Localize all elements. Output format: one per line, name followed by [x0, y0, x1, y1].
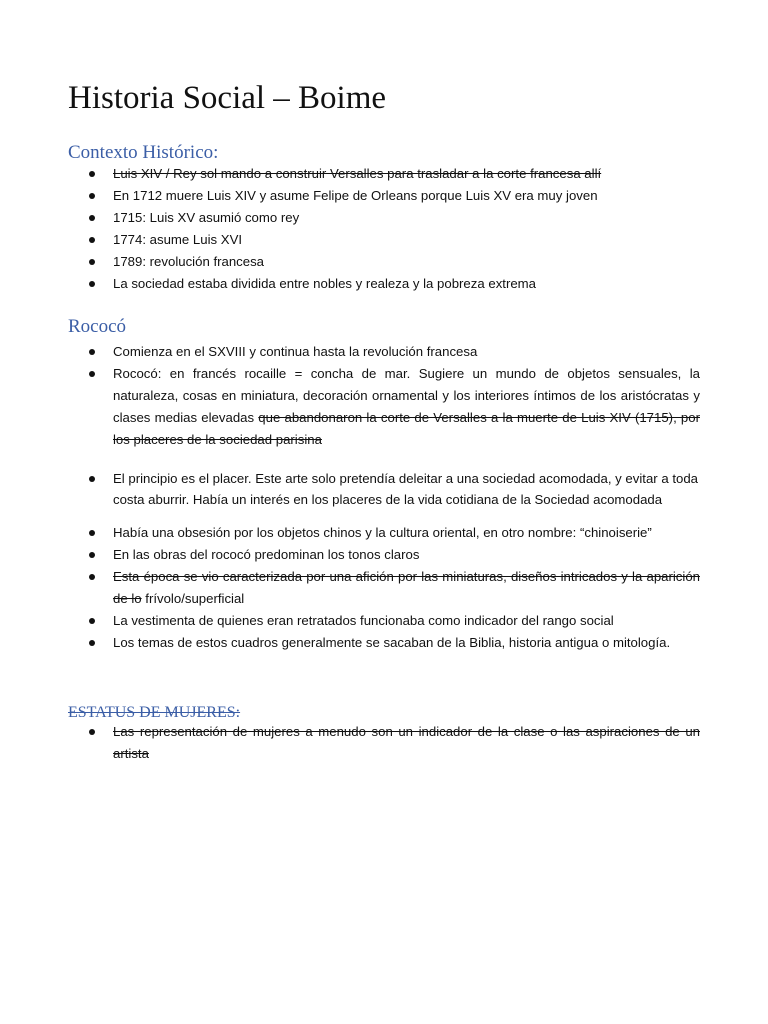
bullet-icon [89, 476, 95, 482]
list-item [0, 632, 768, 654]
bullet-icon [89, 640, 95, 646]
list-item [0, 251, 768, 273]
bullet-icon [89, 349, 95, 355]
bullet-icon [89, 552, 95, 558]
list-item [0, 363, 768, 451]
list-item-text: El principio es el placer. Este arte solo pretendía deleitar a una sociedad acomodada, y evitar a toda costa aburrir. Había un interés en los placeres de la vida cotidiana de la Sociedad acomodada [113, 471, 699, 507]
list-item-text: La vestimenta de quienes eran retratados funcionaba como indicador del rango social [113, 613, 614, 628]
bullet-icon [89, 729, 95, 735]
list-item [0, 229, 768, 251]
struck-text: que abandonaron la corte de Versalles a la muerte de Luis XIV (1715), por los placeres de la sociedad parisina [113, 410, 700, 447]
list-item [0, 273, 768, 295]
list-item [0, 522, 768, 544]
document-title: Historia Social – Boime [68, 80, 387, 116]
list-item-text: Luis XIV / Rey sol mando a construir Versalles para trasladar a la corte francesa allí [113, 166, 602, 181]
list-item-text: Los temas de estos cuadros generalmente se sacaban de la Biblia, historia antigua o mitología. [113, 635, 671, 650]
section-heading-rococo: Rococó [68, 316, 127, 337]
bullet-icon [89, 281, 95, 287]
rococo-definition-text: Rococó: en francés rocaille = concha de mar. Sugiere un mundo de objetos sensuales, la naturaleza, cosas en miniatura, decoración ornamental y los interiores íntimos de los aristócratas y clases medias elevadas [113, 366, 700, 425]
list-item [0, 544, 768, 566]
section-heading-contexto-historico: Contexto Histórico: [68, 142, 219, 163]
contexto-historico-list [0, 163, 768, 295]
bullet-icon [89, 530, 95, 536]
list-item-text: Había una obsesión por los objetos chinos y la cultura oriental, en otro nombre: “chinoiserie” [113, 525, 652, 540]
list-item-text: Las representación de mujeres a menudo son un indicador de la clase o las aspiraciones de un artista [113, 724, 700, 761]
list-item [0, 721, 768, 765]
bullet-icon [89, 618, 95, 624]
list-item [0, 163, 768, 185]
list-item-text: En 1712 muere Luis XIV y asume Felipe de Orleans porque Luis XV era muy joven [113, 188, 598, 203]
list-item-text: 1774: asume Luis XVI [113, 232, 243, 247]
list-item [0, 610, 768, 632]
list-item-text: La sociedad estaba dividida entre nobles y realeza y la pobreza extrema [113, 276, 536, 291]
list-item-text: 1715: Luis XV asumió como rey [113, 210, 300, 225]
estatus-de-mujeres-list [0, 721, 768, 765]
list-item-text [113, 363, 700, 451]
list-item [0, 566, 768, 610]
struck-text: Esta época se vio caracterizada por una afición por las miniaturas, diseños intricados y la aparición de lo [113, 569, 700, 606]
list-item-text: 1789: revolución francesa [113, 254, 265, 269]
list-item [0, 341, 768, 363]
bullet-icon [89, 237, 95, 243]
bullet-icon [89, 371, 95, 377]
bullet-icon [89, 259, 95, 265]
paragraph-spacer [0, 451, 768, 469]
list-item [0, 185, 768, 207]
list-item-text [113, 566, 700, 610]
list-item [0, 469, 768, 510]
bullet-icon [89, 193, 95, 199]
list-item-text: En las obras del rococó predominan los tonos claros [113, 547, 420, 562]
section-heading-estatus-de-mujeres: ESTATUS DE MUJERES: [68, 704, 241, 721]
bullet-icon [89, 574, 95, 580]
paragraph-spacer [0, 510, 768, 522]
list-item-tail-text: frívolo/superficial [145, 591, 245, 606]
bullet-icon [89, 215, 95, 221]
rococo-list [0, 341, 768, 654]
list-item-text: Comienza en el SXVIII y continua hasta la revolución francesa [113, 344, 478, 359]
list-item [0, 207, 768, 229]
bullet-icon [89, 171, 95, 177]
